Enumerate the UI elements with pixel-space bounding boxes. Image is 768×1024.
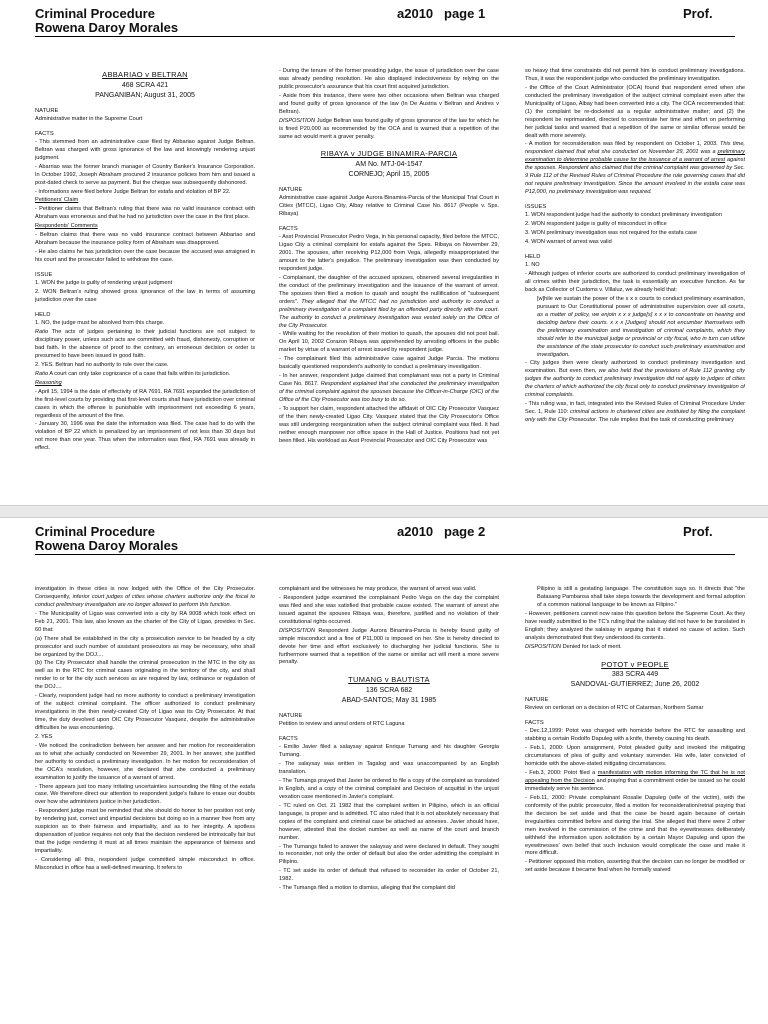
case-ponente: CORNEJO; April 15, 2005 <box>348 171 430 179</box>
paragraph: - The Municipality of Ligao was converted into a city by RA 9008 which took effect on Feb 21, 2001. This law, also known as the charter of the City of Ligao, provides in Sec. 60 that: <box>35 610 255 633</box>
paragraph: - There appears just too many irritating uncertainties surrounding the filing of the estafa case. We therefore direct our attention to respondent judge's failure to erase our doubts over how she administers justice in her jurisdiction. <box>35 783 255 806</box>
page-header <box>35 6 735 46</box>
prof-label: Prof. <box>683 6 713 21</box>
paragraph: - However, petitioners cannot now raise this question before the Supreme Court. As they have readily submitted to the TC's ruling that the salaisay did not have to be translated in English; they analyzed the salaisay in arguing that it stated no cause of action. Such analysis demonstrated that they understood its contents. <box>525 610 745 641</box>
section-heading: NATURE <box>279 712 303 719</box>
subheading: Petitioners' Claim <box>35 197 79 204</box>
case-heading <box>525 660 745 691</box>
paragraph: - TC ruled on Oct. 21 1982 that the complaint written in Pilipino, which is an official language, is proper and is admitted. TC also ruled that it is not absolutely necessary that copies of the complaint and criminal case be attached as annexes. Javier should have, however, attested that the docket number as well as name of the court and branch number. <box>279 802 499 841</box>
paragraph: DISPOSITION Judge Beltran was found guilty of gross ignorance of the law for which he is fined P20,000 as recommended by the OCA and is warned that a repetition of the same act would merit a graver penalty. <box>279 117 499 140</box>
column-2 <box>279 68 499 503</box>
paragraph: - The Tumangs failed to answer the salaysay and were declared in default. They sought to reconsider, not only the order of default but also the order admitting the complaint in Pilipino. <box>279 843 499 866</box>
paragraph: 1. NO, the judge must be absolved from this charge. <box>35 320 165 327</box>
paragraph: - This stemmed from an administrative case filed by Abbariao against Judge Beltran. Beltran was charged with gross ignorance of the law and knowingly rendering unjust judgment. <box>35 138 255 161</box>
paragraph: - The complainant filed this administrative case against Judge Parcia. The motions basically questioned respondent's authority to conduct a preliminary investigation. <box>279 356 499 371</box>
case-title: ABBARIAO v BELTRAN <box>102 70 188 79</box>
paragraph: - Petitioner opposed this motion, asserting that the decision can no longer be modified or set aside because it became final when he formally waived <box>525 859 745 874</box>
column-3 <box>525 586 745 1021</box>
case-ponente: PANGANIBAN; August 31, 2005 <box>95 91 195 99</box>
paragraph: 1. NO <box>525 262 540 269</box>
paragraph: 2. YES <box>35 733 53 740</box>
paragraph: - Emilio Javier filed a salaysay against Enrique Tumang and his daughter Georgia Tumang. <box>279 744 499 759</box>
case-title: RIBAYA v JUDGE BINAMIRA-PARCIA <box>320 149 458 159</box>
paragraph: Petition to review and annul orders of RTC Laguna <box>279 721 405 728</box>
subheading: Respondents' Comments <box>35 223 98 230</box>
paragraph: 2. WON respondent judge is guilty of misconduct in office <box>525 221 667 228</box>
paragraph: - Respondent judge must be reminded that she should do honor to her position not only by rendering just, correct and impartial decisions but doing so in a manner free from any suspicion as to their fairness and impartiality, and as to her integrity. A spotless dispensation of justice requires not only that the decision rendered be intrinsically fair but that the judge rendering it must at all times maintain the appearance of fairness and impartiality. <box>35 808 255 854</box>
paragraph: - He also claims he has jurisdiction over the case because the accused was arraigned in his court and the prosecutor failed to withdraw the case. <box>35 249 255 264</box>
section-heading: NATURE <box>279 186 303 193</box>
section-heading: NATURE <box>525 697 549 704</box>
header-rule <box>35 36 735 37</box>
paragraph: - Petitioner claims that Beltran's ruling that there was no valid insurance contract with Abraham was erroneous and that he had no jurisdiction over the case in the first place. <box>35 206 255 221</box>
case-title: POTOT v PEOPLE <box>601 659 669 669</box>
paragraph: - Abarriao was the former branch manager of Country Banker's Insurance Corporation. In October 1992, Joseph Abraham procured 2 insurance policies from him and issued a post-dated check to serve as payment. But the cheque was subsequently dishonored. <box>35 163 255 186</box>
paragraph: Administrative matter in the Supreme Court <box>35 115 143 122</box>
page-header <box>35 524 735 564</box>
course-title: Criminal Procedure <box>35 524 155 539</box>
section-heading: ISSUES <box>525 204 547 210</box>
prof-label: Prof. <box>683 524 713 539</box>
page-separator <box>0 505 768 518</box>
paragraph: 3. WON preliminary investigation was not required for the estafa case <box>525 230 697 237</box>
column-2 <box>279 586 499 1021</box>
section-heading: FACTS <box>279 225 298 232</box>
course-title: Criminal Procedure <box>35 6 155 21</box>
paragraph: - January 30, 1996 was the date the information was filed. The case had to do with the violation of BP 22 which is penalized by an imprisonment of not less than 30 days but not more than one year. Thus when the information was filed, RA 7691 was already in effect. <box>35 421 255 452</box>
paragraph: - April 15, 1994 is the date of effectivity of RA 7691. RA 7691 expanded the jurisdiction of the first-level courts by providing that first-level courts shall have jurisdiction over criminal cases in which the offense is punishable with imprisonment not exceeding 6 years, regardless of the amount of the fine. <box>35 388 255 419</box>
paragraph: - The salaysay was written in Tagalog and was unaccompanied by an English translation. <box>279 761 499 776</box>
case-ponente: ABAD-SANTOS; May 31 1985 <box>341 696 437 704</box>
section-heading: HELD <box>35 311 51 318</box>
paragraph: - The Tumangs prayed that Javier be ordered to file a copy of the complaint as translated in English, and a copy of the criminal complaint and Decision of acquittal in the unjust vexation case mentioned in Javier's complaint. <box>279 778 499 800</box>
batch-page-label: a2010 page 2 <box>397 524 486 539</box>
paragraph: - Considering all this, respondent judge committed simple misconduct in office. Misconduct in office has a well-defined meaning. It refers to <box>35 856 255 871</box>
paragraph: - While waiting for the resolution of their motion to quash, the spouses did not post bail. On April 10, 2002 Corazon Ribaya was apprehended by arresting officers in the public market by virtue of a warrant of arrest issued by respondent judge. <box>279 331 499 354</box>
paragraph: - Aside from this instance, there were two other occasions when Beltran was charged and found guilty of gross ignorance of the law (In De Austria v Beltran and Andres v Beltran). <box>279 92 499 115</box>
case-citation: AM No. MTJ-04-1547 <box>355 161 423 169</box>
paragraph: 1. WON the judge is guilty of rendering unjust judgment <box>35 280 173 287</box>
paragraph: 4. WON warrant of arrest was valid <box>525 239 612 246</box>
paragraph: - Feb.11, 2000: Private complainant Rosalie Dapuleg (wife of the victim), with the conformity of the public prosecutor, filed a motion for reconsideration/retrial praying that the decision be set aside and that the case be heard again because of certain irregularities committed before and during the trial. She alleged that there were 2 other men involved in the commission of the crime and that the eyewitnesses deliberately withheld the information upon solicitation by a certain Mayor Dapuleg and upon the eyewitnesses' own belief that such inclusion would complicate the case and make it more difficult. <box>525 794 745 857</box>
case-ponente: SANDOVAL-GUTIERREZ; June 26, 2002 <box>570 681 700 689</box>
column-3 <box>525 68 745 503</box>
paragraph: 2. WON Beltran's ruling showed gross ignorance of the law in terms of assuming jurisdiction over the case <box>35 289 255 304</box>
paragraph: 1. WON respondent judge had the authority to conduct preliminary investigation <box>525 212 722 219</box>
paragraph: - Respondent judge examined the complainant Pedro Vega on the day the complaint was filed and she was satisfied that probable cause existed. The warrant of arrest she issued against the spouses Ribaya was, therefore, justified and no violation of their constitutional rights occurred. <box>279 594 499 625</box>
paragraph: Review on certiorari on a decision of RTC of Catarman, Northern Samar <box>525 705 704 712</box>
paragraph: investigation in these cities is now lodged with the Office of the City Prosecutor. Consequently, inferior court judges of cities whose charters authorize only the fiscal to conduct preliminary investigation are no longer allowed to perform this function. <box>35 586 255 608</box>
section-heading: FACTS <box>525 720 544 727</box>
column-1 <box>35 586 255 1021</box>
header-rule <box>35 554 735 555</box>
batch-page-label: a2010 page 1 <box>397 6 486 21</box>
paragraph: - Clearly, respondent judge had no more authority to conduct a preliminary investigation of the subject criminal complaint. The officer authorized to conduct preliminary investigations in the then newly-created City of Ligao was its City Prosecutor. At that time, the duty devolved upon OIC City Prosecutor Vasquez, despite the administrative difficulties he was encountering. <box>35 693 255 731</box>
paragraph: - This ruling was, in fact, integrated into the Revised Rules of Criminal Procedure Under Sec. 1, Rule 110: criminal actions in chartered cities are instituted by filing the complaint only with the City Prosecutor. The rule implies that the task of conducting preliminary <box>525 401 745 423</box>
paragraph: - Dec.12,1999: Potot was charged with homicide before the RTC for assaulting and stabbing a certain Rodolfo Dapuleg with a knife, thereby causing his death. <box>525 728 745 743</box>
paragraph: complainant and the witnesses he may produce, the warrant of arrest was valid. <box>279 586 477 592</box>
case-citation: 383 SCRA 449 <box>611 671 659 679</box>
paragraph: - Informations were filed before Judge Beltran for estafa and violation of BP 22. <box>35 188 231 195</box>
paragraph: - To support her claim, respondent attached the affidavit of OIC City Prosecutor Vasquez of the then newly-created Ligao City. Vasquez stated that the City Prosecutor's Office was still undergoing reorganization when the subject criminal complaint was filed. It had neither enough manpower nor office space in the Hall of Justice. Positions had not yet been filled. His workload as Asst Provincial Prosecutor and OIC City Prosecutor was <box>279 405 499 444</box>
professor-name: Rowena Daroy Morales <box>35 20 179 35</box>
case-heading <box>279 149 499 180</box>
paragraph: Administrative case against Judge Aurora Binamira-Parcia of the Municipal Trial Court in Cities (MTCC), Ligao City, Albay relative to Criminal Case No. 8617 (People v. Sps. Ribaya) <box>279 195 499 218</box>
paragraph: - Complainant, the daughter of the accused spouses, observed several irregularities in the conduct of the preliminary investigation and the issuance of the warrant of arrest. The spouses then filed a motion to quash and sought the nullification of "subsequent orders". They alleged that the MTCC had no jurisdiction and authority to conduct a preliminary investigation of a complaint filed by an offended party directly with the court. The authority to conduct a preliminary investigation was vested solely on the Office of the City Prosecutor. <box>279 274 499 329</box>
paragraph: DISPOSITION Denied for lack of merit. <box>525 643 622 650</box>
paragraph: - TC set aside its order of default that refused to reconsider its order of October 21, 1982. <box>279 868 499 883</box>
section-heading: NATURE <box>35 107 59 114</box>
paragraph: Ratio The acts of judges pertaining to their judicial functions are not subject to disciplinary power, unless such acts are committed with fraud, dishonesty, corruption or bad faith. In the absence of proof to the contrary, an erroneous decision or order is presumed to have been issued in good faith. <box>35 329 255 359</box>
paragraph: so heavy that time constraints did not permit him to conduct preliminary investigations. Thus, it was the respondent judge who conducted the preliminary investigation. <box>525 68 745 82</box>
paragraph: - During the tenure of the former presiding judge, the issue of jurisdiction over the case was already pending resolution. He also displayed indecisiveness by relying on the public prosecutor's assurance that his court first acquired jurisdiction. <box>279 68 499 90</box>
paragraph: (a) There shall be established in the city a prosecution service to be headed by a city prosecutor and such number of assistant prosecutors as may be necessary, who shall be organized by the DOJ.... <box>35 635 255 658</box>
block-quote: Pilipino is still a gestating language. The constitution says so. It directs that "the Batasang Pambansa shall take steps towards the development and formal adoption of a common national language to be known as Filipino." <box>537 586 745 608</box>
section-heading: HELD <box>525 253 541 260</box>
section-heading: ISSUE <box>35 271 53 278</box>
paragraph: - Beltran claims that there was no valid insurance contract between Abbariao and Abraham because the insurance policy form of Abraham was disapproved. <box>35 232 255 247</box>
block-quote: [w]hile we sustain the power of the x x x courts to conduct preliminary examination, pursuant to Our Constitutional power of administrative supervision over all courts, as a matter of policy, we enjoin x x x judge[s] x x x to concentrate on hearing and deciding before their courts. x x x [Judges] should not encumber themselves with the preliminary examination and investigation of criminal complaints, which they should refer to the municipal judge or provincial or city fiscal, who in turn can utilize the assistance of the state prosecutor to conduct such preliminary examination and investigation. <box>537 295 745 358</box>
case-citation: 468 SCRA 421 <box>121 81 169 89</box>
paragraph: - Although judges of inferior courts are authorized to conduct preliminary investigation of all crimes within their jurisdiction, the task is essentially an executive function. As far back as Collector of Customs v. Villaluz, we already held that: <box>525 271 745 293</box>
paragraph: - Asst Provincial Prosecutor Pedro Vega, in his personal capacity, filed before the MTCC, Ligao City a criminal complaint for estafa against the Spes. Ribaya on November 29, 2001. The spouses, after receiving P12,000 from Vega, allegedly misappropriated the amount to the latter's prejudice. The preliminary investigation was then conducted by respondent judge. <box>279 234 499 272</box>
paragraph: - The Tumangs filed a motion to dismiss, alleging that the complaint did <box>279 885 455 892</box>
paragraph: - We noticed the contradiction between her answer and her motion for reconsideration as to what she actually conducted on November 29, 2001. In her answer, she justified her authority to conduct a preliminary investigation. In her motion for reconsideration of the OCA's resolution, however, she declared that she conducted a preliminary examination to justify the issuance of a warrant of arrest. <box>35 742 255 781</box>
paragraph: - City judges then were clearly authorized to conduct preliminary investigation and examination. But even then, we also held that the provisions of Rule 112 granting city judges the authority to conduct preliminary investigation did not apply to judges of cities the charters of which authorized the city fiscal only to conduct preliminary investigation of criminal complaints. <box>525 360 745 399</box>
case-heading <box>279 675 499 706</box>
paragraph: - Feb.1, 2000: Upon arraignment, Potot pleaded guilty and invoked the mitigating circumstances of plea of guilty and voluntary surrender. His wife, later convicted of homicide with the above-stated mitigating circumstances. <box>525 745 745 768</box>
paragraph: - In her answer, respondent judge claimed that complainant was not a party in Criminal Case No. 8617. Respondent explained that she conducted the preliminary investigation of the criminal complaint against the spouses because the Officer-in-Charge (OIC) of the Office of the City Prosecutor was too busy to do so. <box>279 373 499 403</box>
paragraph: Ratio A court can only take cognizance of a case that falls within its jurisdiction. <box>35 370 231 377</box>
case-citation: 136 SCRA 682 <box>365 687 413 695</box>
subheading: Reasoning <box>35 379 62 386</box>
case-heading <box>35 70 255 101</box>
paragraph: DISPOSITION Respondent Judge Aurora Binamira-Parcia is hereby found guilty of simple misconduct and a fine of P11,000 is imposed on her. She is hereby directed to devote her time and effort exclusively to discharging her judicial functions. She is furthermore warned that a repetition of the same or similar act will merit a more severe penalty. <box>279 627 499 666</box>
paragraph: 2. YES. Beltran had no authority to rule over the case. <box>35 361 169 368</box>
section-heading: FACTS <box>279 736 298 743</box>
paragraph: - Feb.3, 2000: Potot filed a manifestation with motion informing the TC that he is not appealing from the Decision and praying that a commitment order be issued so he could immediately serve his sentence. <box>525 770 745 792</box>
document-page-2 <box>0 518 768 1024</box>
paragraph: (b) The City Prosecutor shall handle the criminal prosecution in the MTC in the city as well as in the RTC for criminal cases originating in the territory of the city, and shall render to or for the city such services as are required by law, ordinance or regulation of the DOJ.... <box>35 660 255 691</box>
document-page-1 <box>0 0 768 505</box>
professor-name: Rowena Daroy Morales <box>35 538 179 553</box>
paragraph: - A motion for reconsideration was filed by respondent on October 1, 2003. This time, respondent claimed that what she conducted on November 29, 2001 was a preliminary examination to determine probable cause for the issuance of a warrant of arrest against the spouses. Respondent also claimed that the criminal complaint was governed by Sec. 9 Rule 112 of the Revised Rules of Criminal Procedure the rule governing cases that did not require preliminary investigation. Since the amount involved in the estafa case was P12,000, no preliminary investigation was required. <box>525 141 745 196</box>
case-title: TUMANG v BAUTISTA <box>348 675 430 685</box>
paragraph: - the Office of the Court Administrator (OCA) found that respondent erred when she conducted the preliminary investigation of the subject criminal complaint even after the Municipality of Ligao, Albay had been converted into a city. The OCA recommended that: (1) the complaint be re-docketed as a regular administrative matter; and (2) the respondent be reprimanded, directed to concentrate her time and effort on performing her judicial tasks and warned that a repetition of the same or similar offense would be dealt with more severely. <box>525 84 745 139</box>
section-heading: FACTS <box>35 130 54 137</box>
column-1 <box>35 68 255 503</box>
